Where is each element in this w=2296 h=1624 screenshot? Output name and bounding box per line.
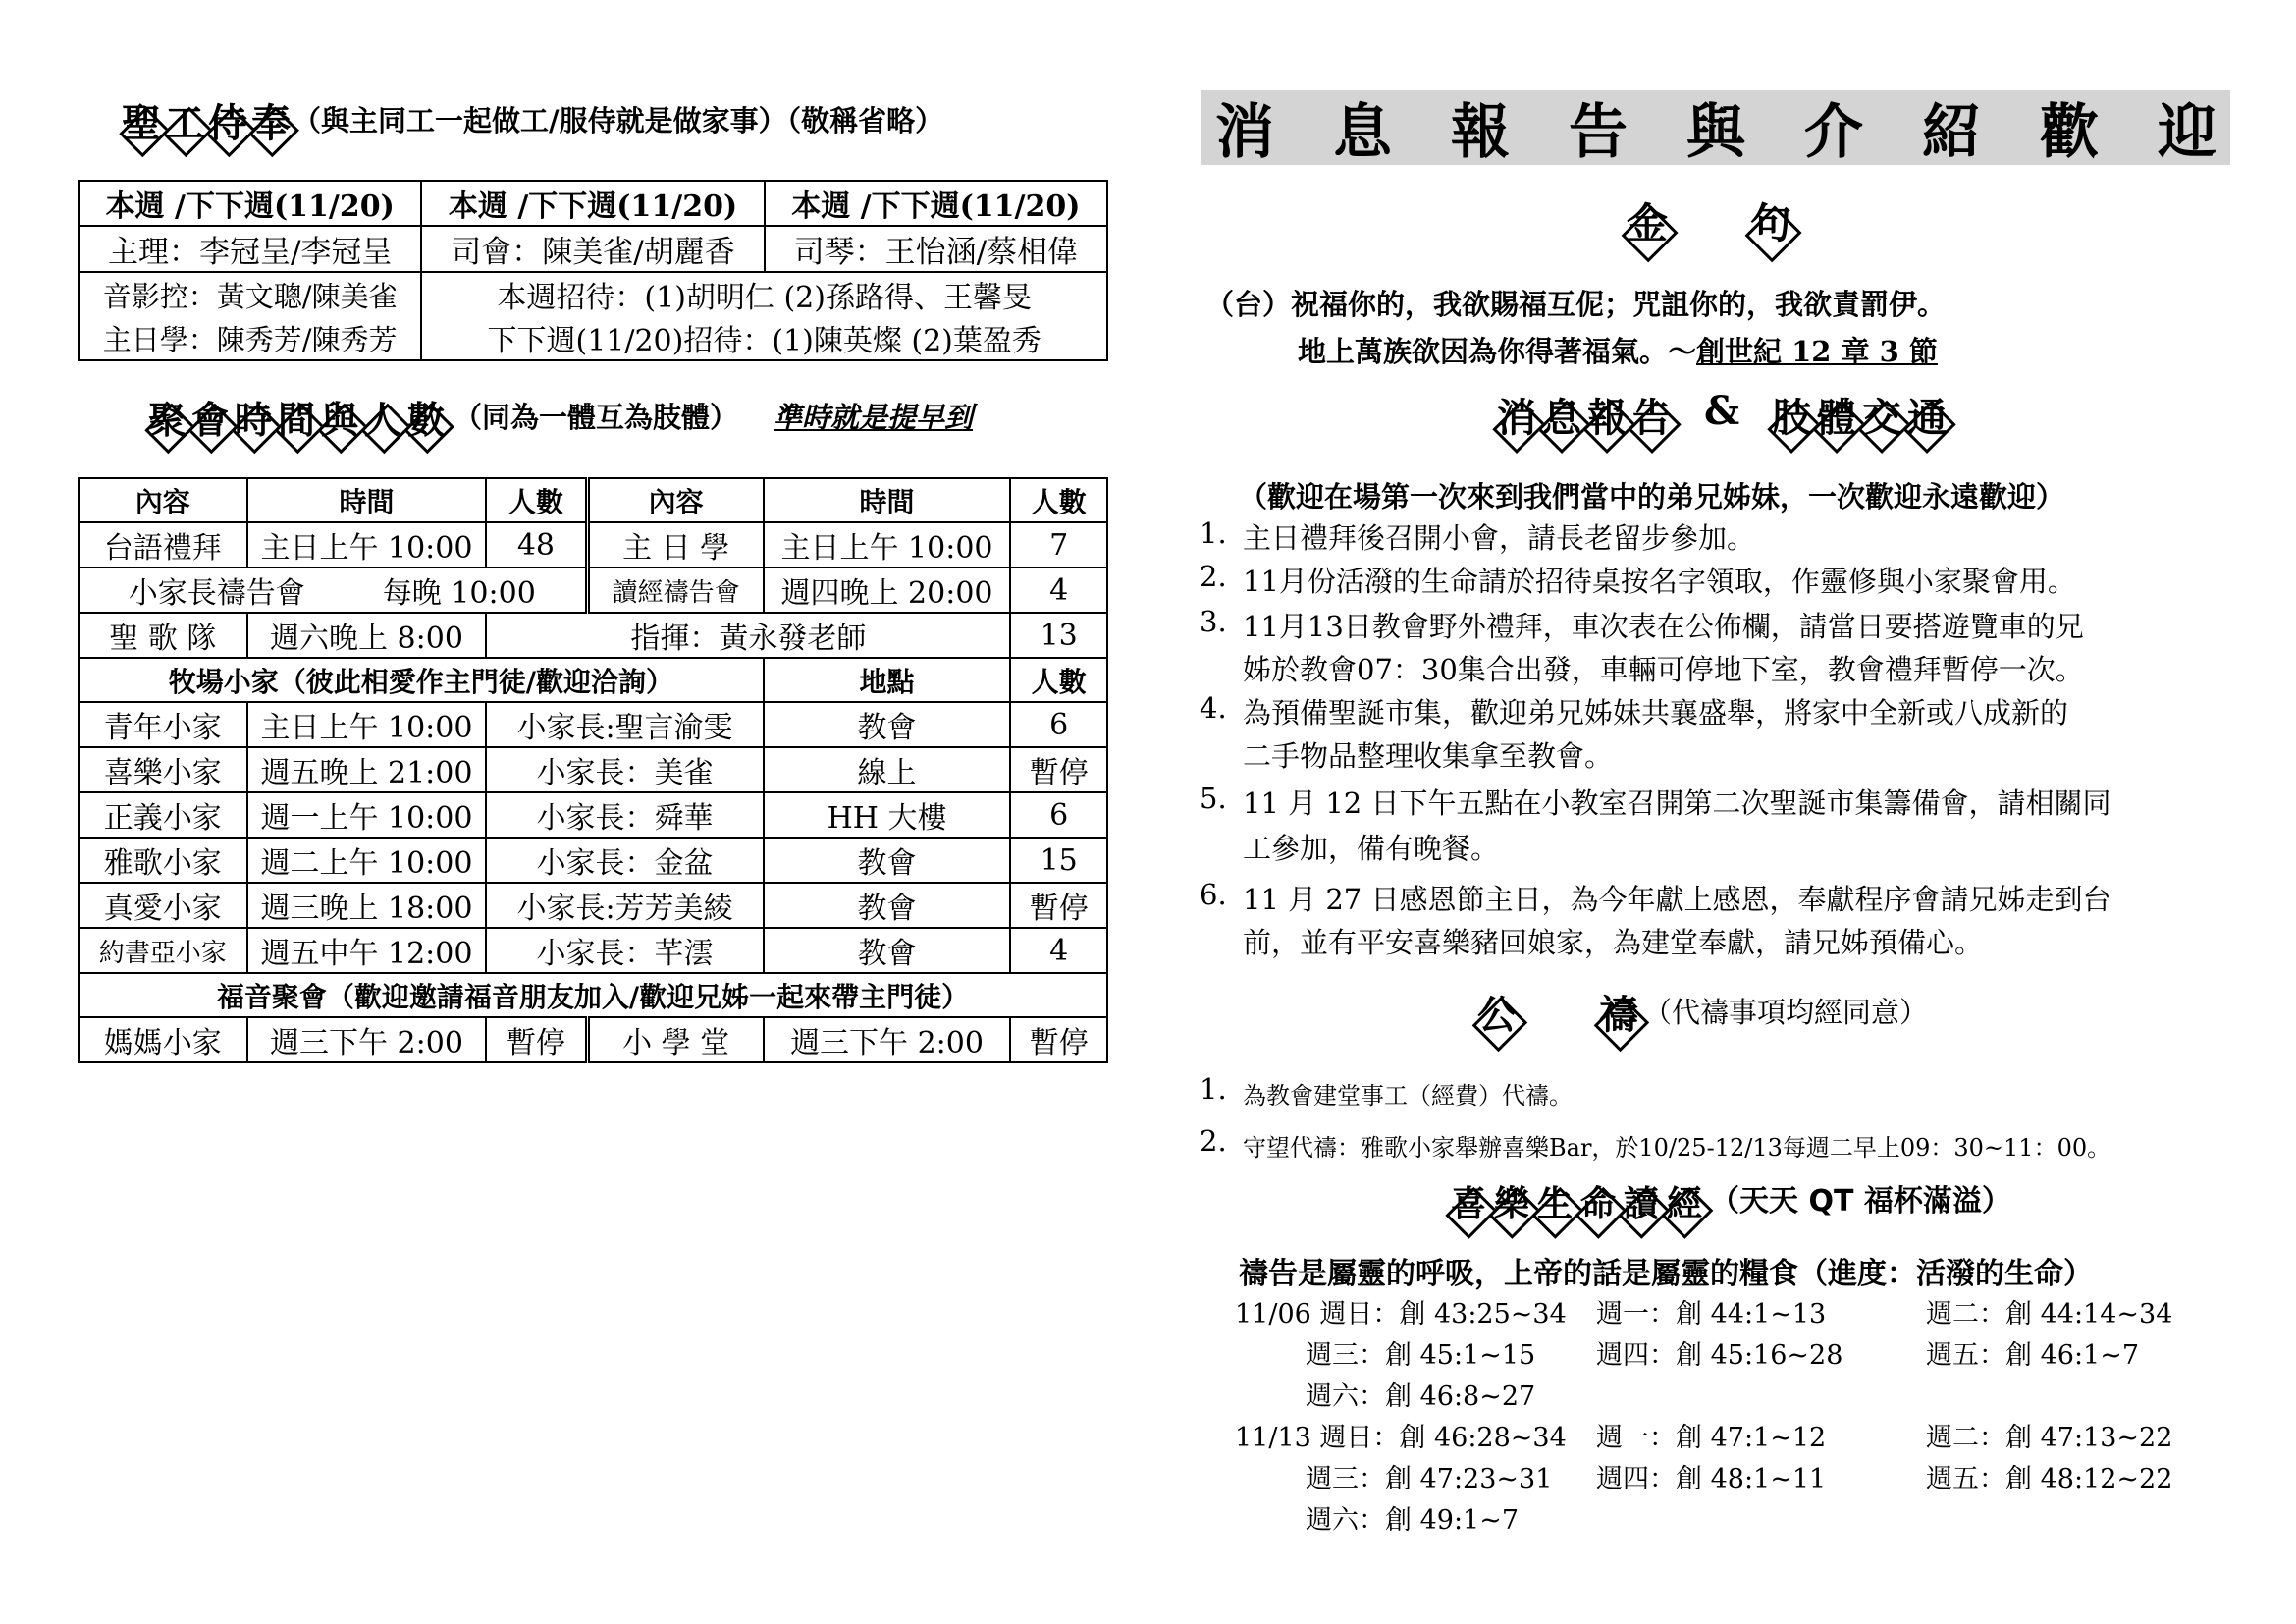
table-row: [79, 747, 1107, 792]
title-char: 工: [163, 94, 206, 145]
prayer-heading: [1472, 984, 1928, 1039]
table-header: 地點: [764, 658, 1011, 702]
table-row: [79, 1017, 1107, 1062]
item-number: 5.: [1200, 782, 1227, 815]
title-char: 時: [232, 391, 275, 442]
table-row: [79, 928, 1107, 973]
item-number: 3.: [1200, 605, 1227, 638]
item-number: 1.: [1200, 1072, 1227, 1106]
table-cell: 小家長:芳芳美綾: [486, 883, 763, 928]
section-header: 牧場小家（彼此相愛作主門徒/歡迎洽詢）: [79, 658, 764, 702]
table-cell: 主日上午 10:00: [247, 522, 487, 568]
table-header: 本週 /下下週(11/20): [765, 181, 1107, 226]
reading-entry: 週五：創 48:12~22: [1926, 1464, 2173, 1494]
item-text: 姊於教會07：30集合出發，車輛可停地下室，教會禮拜暫停一次。: [1243, 653, 2084, 686]
title-char: 奉: [249, 94, 293, 145]
table-cell: 本週招待：(1)胡明仁 (2)孫路得、王馨旻: [421, 272, 1107, 316]
title-char: 命: [1576, 1174, 1620, 1227]
reading-entry: 週五：創 46:1~7: [1926, 1340, 2140, 1371]
title-char: 交: [1859, 387, 1904, 442]
table-cell: 15: [1010, 838, 1107, 883]
banner-char: 迎: [2158, 98, 2216, 167]
item-number: 4.: [1200, 691, 1227, 725]
item-text: 守望代禱：雅歌小家舉辦喜樂Bar，於10/25-12/13每週二早上09：30~11：00。: [1243, 1134, 2111, 1162]
section-header: 福音聚會（歡迎邀請福音朋友加入/歡迎兄姊一起來帶主門徒）: [79, 973, 1107, 1017]
table-row: [79, 478, 1107, 522]
reading-subtitle: 禱告是屬靈的呼吸，上帝的話是屬靈的糧食（進度：活潑的生命）: [1239, 1257, 2093, 1291]
table-cell: 主理：李冠呈/李冠呈: [79, 226, 421, 272]
table-cell: 聖 歌 隊: [79, 613, 247, 658]
list-item: [1200, 605, 2110, 691]
table-cell: 暫停: [1010, 747, 1107, 792]
reading-entry: 週四：創 45:16~28: [1596, 1340, 1843, 1371]
table-cell: 小家長:聖言渝雯: [486, 702, 763, 747]
title-char: 肢: [1769, 387, 1814, 442]
slogan: 準時就是提早到: [774, 401, 974, 434]
reading-entry: 週二：創 47:13~22: [1926, 1423, 2173, 1453]
table-row: [79, 226, 1107, 272]
table-cell: [79, 568, 587, 613]
item-text: 11 月 12 日下午五點在小教室召開第二次聖誕市集籌備會，請相關同: [1243, 786, 2111, 820]
prayer-title: [1472, 984, 1643, 1039]
verse-heading: [1622, 192, 1796, 249]
table-cell: 週六晚上 8:00: [247, 613, 487, 658]
table-row: [79, 973, 1107, 1017]
table-header: 內容: [79, 478, 247, 522]
title-char: 數: [404, 391, 448, 442]
title-char: 禱: [1594, 984, 1643, 1039]
list-item: [1200, 1072, 2110, 1110]
service-table: [78, 180, 1108, 361]
title-char: 聚: [145, 391, 188, 442]
table-header: 時間: [764, 478, 1011, 522]
list-item: [1200, 560, 2110, 605]
title-char: 息: [1539, 387, 1584, 442]
item-text: 二手物品整理收集拿至教會。: [1243, 739, 1614, 773]
table-cell: 教會: [764, 883, 1011, 928]
item-text: 前，並有平安喜樂豬回娘家，為建堂奉獻，請兄姊預備心。: [1243, 926, 1984, 959]
title-char: 公: [1472, 984, 1522, 1039]
verse-reference: 創世紀 12 章 3 節: [1696, 335, 1938, 368]
table-header: 本週 /下下週(11/20): [79, 181, 421, 226]
reading-entry: 週二：創 44:14~34: [1926, 1299, 2173, 1329]
table-cell: 教會: [764, 838, 1011, 883]
table-cell: 小家長：芊澐: [486, 928, 763, 973]
news-heading: [1494, 387, 1949, 442]
table-cell: 13: [1010, 613, 1107, 658]
title-char: 金: [1622, 192, 1673, 249]
table-row: [79, 792, 1107, 838]
table-cell: 線上: [764, 747, 1011, 792]
title-char: 報: [1584, 387, 1629, 442]
item-number: 2.: [1200, 1124, 1227, 1158]
list-item: [1200, 691, 2110, 782]
banner-char: 消: [1215, 98, 1274, 167]
table-cell: 小家長：金盆: [486, 838, 763, 883]
banner-char: 報: [1451, 98, 1510, 167]
table-cell: 教會: [764, 928, 1011, 973]
list-item: [1200, 516, 2110, 560]
table-row: [79, 883, 1107, 928]
verse-line: [1298, 330, 1938, 370]
table-row: [79, 702, 1107, 747]
table-cell: 台語禮拜: [79, 522, 247, 568]
reading-entry: 11/06 週日：創 43:25~34: [1235, 1299, 1567, 1329]
table-cell: 青年小家: [79, 702, 247, 747]
meetings-table: [78, 477, 1108, 1063]
ampersand: &: [1704, 388, 1740, 434]
table-header: 人數: [1010, 658, 1107, 702]
table-cell: 正義小家: [79, 792, 247, 838]
table-cell: HH 大樓: [764, 792, 1011, 838]
news-title-2: [1769, 387, 1949, 442]
service-heading: [120, 94, 943, 145]
item-text: 工參加，備有晚餐。: [1243, 832, 1500, 865]
table-cell: 週一上午 10:00: [247, 792, 487, 838]
table-header: 內容: [587, 478, 764, 522]
table-cell: 教會: [764, 702, 1011, 747]
banner-char: 紹: [1922, 98, 1981, 167]
table-row: [79, 613, 1107, 658]
list-item: [1200, 878, 2110, 964]
title-char: 侍: [206, 94, 249, 145]
table-header: 時間: [247, 478, 487, 522]
table-cell: 雅歌小家: [79, 838, 247, 883]
reading-entry: 11/13 週日：創 46:28~34: [1235, 1423, 1567, 1453]
page-title-banner: [1201, 90, 2230, 165]
welcome-line: （歡迎在場第一次來到我們當中的弟兄姊妹，一次歡迎永遠歡迎）: [1239, 480, 2065, 514]
item-number: 2.: [1200, 560, 1227, 593]
title-char: 讀: [1620, 1174, 1663, 1227]
table-cell: 6: [1010, 702, 1107, 747]
table-cell: 司琴：王怡涵/蔡相偉: [765, 226, 1107, 272]
service-title: [120, 94, 293, 145]
table-row: [79, 272, 1107, 316]
reading-note: （天天 QT 福杯滿溢）: [1710, 1184, 2011, 1218]
table-cell: 暫停: [486, 1017, 587, 1062]
title-char: 通: [1904, 387, 1949, 442]
meetings-title: [145, 391, 448, 442]
table-cell: 週五中午 12:00: [247, 928, 487, 973]
banner-char: 息: [1333, 98, 1392, 167]
reading-entry: 週一：創 44:1~13: [1596, 1299, 1827, 1329]
table-cell: 週二上午 10:00: [247, 838, 487, 883]
table-cell: 讀經禱告會: [587, 568, 764, 613]
item-text: 主日禮拜後召開小會，請長老留步參加。: [1243, 521, 1756, 555]
reading-entry: 週三：創 45:1~15: [1306, 1340, 1536, 1371]
table-cell: 小家長：舜華: [486, 792, 763, 838]
table-row: [79, 658, 1107, 702]
table-cell: 媽媽小家: [79, 1017, 247, 1062]
service-subtitle: （與主同工一起做工/服侍就是做家事）（敬稱省略）: [293, 104, 944, 137]
title-char: 聖: [120, 94, 163, 145]
verse-text: 地上萬族欲因為你得著福氣。～: [1298, 335, 1697, 368]
reading-entry: 週一：創 47:1~12: [1596, 1423, 1827, 1453]
meetings-subtitle: （同為一體互為肢體）: [454, 401, 739, 434]
table-cell: 6: [1010, 792, 1107, 838]
title-char: 與: [318, 391, 361, 442]
prayer-note: （代禱事項均經同意）: [1643, 996, 1929, 1029]
table-cell: 司會：陳美雀/胡麗香: [421, 226, 764, 272]
reading-heading: [1447, 1174, 2011, 1227]
title-char: 經: [1663, 1174, 1706, 1227]
table-cell: 真愛小家: [79, 883, 247, 928]
leaders-prayer-time: 每晚 10:00: [382, 576, 536, 611]
list-item: [1200, 782, 2110, 878]
title-char: 告: [1629, 387, 1675, 442]
table-cell: 主 日 學: [587, 522, 764, 568]
table-row: [79, 181, 1107, 226]
banner-char: 歡: [2040, 98, 2099, 167]
reading-entry: 週四：創 48:1~11: [1596, 1464, 1827, 1494]
table-cell: 4: [1010, 928, 1107, 973]
item-text: 為預備聖誕市集，歡迎弟兄姊妹共襄盛舉，將家中全新或八成新的: [1243, 696, 2069, 730]
table-cell: 小家長：美雀: [486, 747, 763, 792]
title-char: 生: [1533, 1174, 1576, 1227]
table-row: [79, 316, 1107, 360]
title-char: 句: [1745, 192, 1796, 249]
title-char: 體: [1814, 387, 1859, 442]
table-cell: 週五晚上 21:00: [247, 747, 487, 792]
table-row: [79, 568, 1107, 613]
table-cell: 主日上午 10:00: [247, 702, 487, 747]
table-header: 人數: [486, 478, 587, 522]
table-cell: 週三晚上 18:00: [247, 883, 487, 928]
meetings-heading: [145, 391, 973, 442]
item-number: 1.: [1200, 516, 1227, 550]
item-text: 11月份活潑的生命請於招待桌按名字領取，作靈修與小家聚會用。: [1243, 565, 2076, 598]
table-header: 人數: [1010, 478, 1107, 522]
banner-char: 介: [1804, 98, 1863, 167]
news-list: [1200, 516, 2110, 964]
reading-entry: 週三：創 47:23~31: [1306, 1464, 1553, 1494]
table-cell: 主日學：陳秀芳/陳秀芳: [79, 316, 421, 360]
table-cell: 週四晚上 20:00: [764, 568, 1011, 613]
table-cell: 4: [1010, 568, 1107, 613]
table-cell: 喜樂小家: [79, 747, 247, 792]
table-cell: 暫停: [1010, 883, 1107, 928]
title-char: 樂: [1490, 1174, 1533, 1227]
table-cell: 週三下午 2:00: [764, 1017, 1011, 1062]
item-number: 6.: [1200, 878, 1227, 911]
item-text: 為教會建堂事工（經費）代禱。: [1243, 1082, 1573, 1110]
table-cell: 下下週(11/20)招待：(1)陳英燦 (2)葉盈秀: [421, 316, 1107, 360]
table-cell: 暫停: [1010, 1017, 1107, 1062]
table-cell: 7: [1010, 522, 1107, 568]
leaders-prayer-label: 小家長禱告會: [128, 576, 305, 611]
table-header: 本週 /下下週(11/20): [421, 181, 764, 226]
table-cell: 週三下午 2:00: [247, 1017, 487, 1062]
reading-title: [1447, 1174, 1706, 1227]
verse-line: （台）祝福你的，我欲賜福互伲；咒詛你的，我欲責罰伊。: [1205, 288, 1947, 321]
table-cell: 指揮：黃永發老師: [486, 613, 1010, 658]
title-char: 間: [275, 391, 318, 442]
reading-entry: 週六：創 46:8~27: [1306, 1381, 1536, 1412]
news-title: [1494, 387, 1675, 442]
prayer-list: [1200, 1072, 2110, 1176]
item-text: 11月13日教會野外禮拜，車次表在公佈欄，請當日要搭遊覽車的兄: [1243, 610, 2084, 643]
table-cell: 約書亞小家: [79, 928, 247, 973]
table-row: [79, 838, 1107, 883]
title-char: 人: [361, 391, 404, 442]
table-row: [79, 522, 1107, 568]
banner-char: 與: [1686, 98, 1745, 167]
table-cell: 主日上午 10:00: [764, 522, 1011, 568]
table-cell: 小 學 堂: [587, 1017, 764, 1062]
table-cell: 48: [486, 522, 587, 568]
reading-entry: 週六：創 49:1~7: [1306, 1505, 1520, 1536]
table-cell: 音影控：黃文聰/陳美雀: [79, 272, 421, 316]
item-text: 11 月 27 日感恩節主日，為今年獻上感恩，奉獻程序會請兄姊走到台: [1243, 883, 2111, 916]
title-char: 喜: [1447, 1174, 1490, 1227]
list-item: [1200, 1124, 2110, 1163]
title-char: 消: [1494, 387, 1539, 442]
title-char: 會: [188, 391, 232, 442]
banner-char: 告: [1569, 98, 1628, 167]
